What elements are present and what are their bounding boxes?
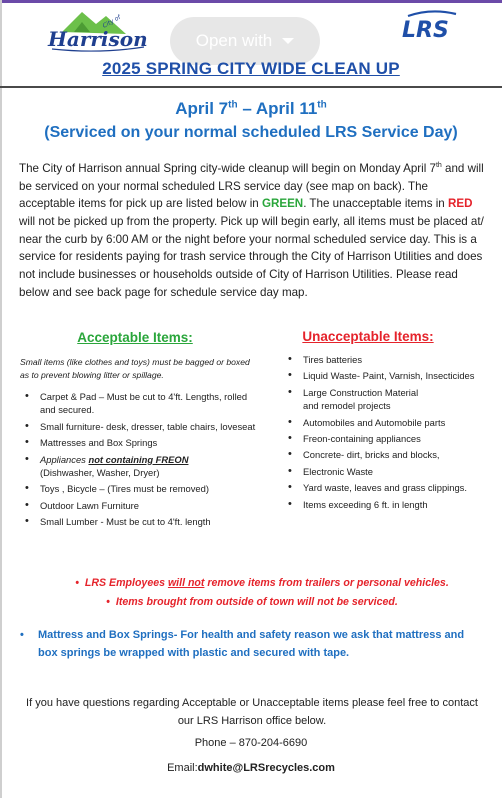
open-with-label: Open with [195,31,273,50]
lrs-logo [398,10,464,40]
list-item-appliances [22,453,262,480]
list-item: • Carpet & Pad – Must be cut to 4'ft. Lengths, rolled and secured. [22,390,262,417]
page-title: 2025 SPRING CITY WIDE CLEAN UP [102,59,400,78]
list-item: • Yard waste, leaves and grass clippings. [285,481,495,494]
city-of-harrison-logo [44,8,154,52]
list-item: • Concrete- dirt, bricks and blocks, [285,448,495,461]
construction-sub: and remodel projects [303,400,391,412]
email-label: Email: [167,762,198,774]
intro-part-4: will not be picked up from the property. Pick up will begin early, all items must be placed at/ near the curb by 6:00 AM or the night before your normal scheduled service day. This is a service for residents paying for trash service through the City of Harrison Utilities and does not include businesses or households outside of City of Harrison Utilities. Please read below and see back page for schedule service day map. [19,214,484,299]
mattress-note [20,626,484,662]
service-day-subtitle: (Serviced on your normal scheduled LRS Service Day) [44,124,458,141]
date-start-suffix: th [228,99,238,111]
warning-trailers [22,577,502,589]
list-item: • Liquid Waste- Paint, Varnish, Insecticides [285,369,495,382]
list-item-construction [285,386,495,413]
bullet-icon: • [20,629,24,641]
list-item: • Tires batteries [285,353,495,366]
warning-1b: will not [167,577,205,589]
warning-1a: LRS Employees [84,577,168,589]
date-end-suffix: th [317,99,327,111]
svg-text:City of: City of [101,13,122,30]
bullet-icon: • [75,577,79,589]
list-item: • Automobiles and Automobile parts [285,416,495,429]
list-item: • Small furniture- desk, dresser, table chairs, loveseat [22,420,262,433]
page-left-edge [0,0,2,798]
warning-1c: remove items from trailers or personal vehicles. [204,577,449,589]
red-keyword: RED [447,197,473,211]
list-item: • Outdoor Lawn Furniture [22,499,262,512]
warning-2: Items brought from outside of town will not be serviced. [115,596,398,608]
date-range [0,99,502,119]
unacceptable-heading: Unacceptable Items: [302,329,434,344]
intro-superscript: th [435,162,442,169]
svg-text:Harrison: Harrison [48,27,148,51]
list-item: • Electronic Waste [285,465,495,478]
date-start: April 7 [175,99,229,118]
mattress-note-text: Mattress and Box Springs- For health and safety reason we ask that mattress and box springs be wrapped with plastic and secured with tape. [38,629,465,659]
chevron-down-icon [282,38,294,44]
list-item: • Toys , Bicycle – (Tires must be removed) [22,482,262,495]
intro-part-1: The City of Harrison annual Spring city-wide cleanup will begin on Monday April 7 [19,161,436,175]
construction-label: Large Construction Material [303,386,419,398]
list-item: • Items exceeding 6 ft. in length [285,498,495,511]
warning-out-of-town [12,596,492,608]
bullet-icon: • [106,596,110,608]
window-top-border [0,0,502,3]
acceptable-list [22,390,262,532]
email-address[interactable]: dwhite@LRSrecycles.com [197,762,335,774]
contact-text: If you have questions regarding Acceptable or Unacceptable items please feel free to contact our LRS Harrison office below. [26,697,478,727]
date-end: – April 11 [242,99,318,118]
intro-paragraph [19,157,485,301]
open-with-button[interactable] [170,17,320,65]
list-item: • Mattresses and Box Springs [22,436,262,449]
appliances-detail: (Dishwasher, Washer, Dryer) [40,467,160,479]
lrs-logo-text: LRS [402,18,449,40]
intro-part-2: and will be serviced on your normal scheduled LRS service day (see map on back). The acceptable items for pick up are listed below in [19,161,484,211]
phone-number: Phone – 870-204-6690 [194,737,308,749]
list-item: • Small Lumber - Must be cut to 4'ft. length [22,515,262,528]
acceptable-heading: Acceptable Items: [77,330,193,345]
unacceptable-list [285,353,495,514]
title-divider [0,86,502,88]
no-freon-text: not containing FREON [88,453,189,465]
intro-part-3: . The unacceptable items in [303,197,448,211]
list-item: • Freon-containing appliances [285,432,495,445]
small-items-note: Small items (like clothes and toys) must be bagged or boxed as to prevent blowing litter or spillage. [20,357,250,380]
appliances-prefix: Appliances [40,453,89,465]
green-keyword: GREEN [261,197,304,211]
email-line [0,762,502,774]
